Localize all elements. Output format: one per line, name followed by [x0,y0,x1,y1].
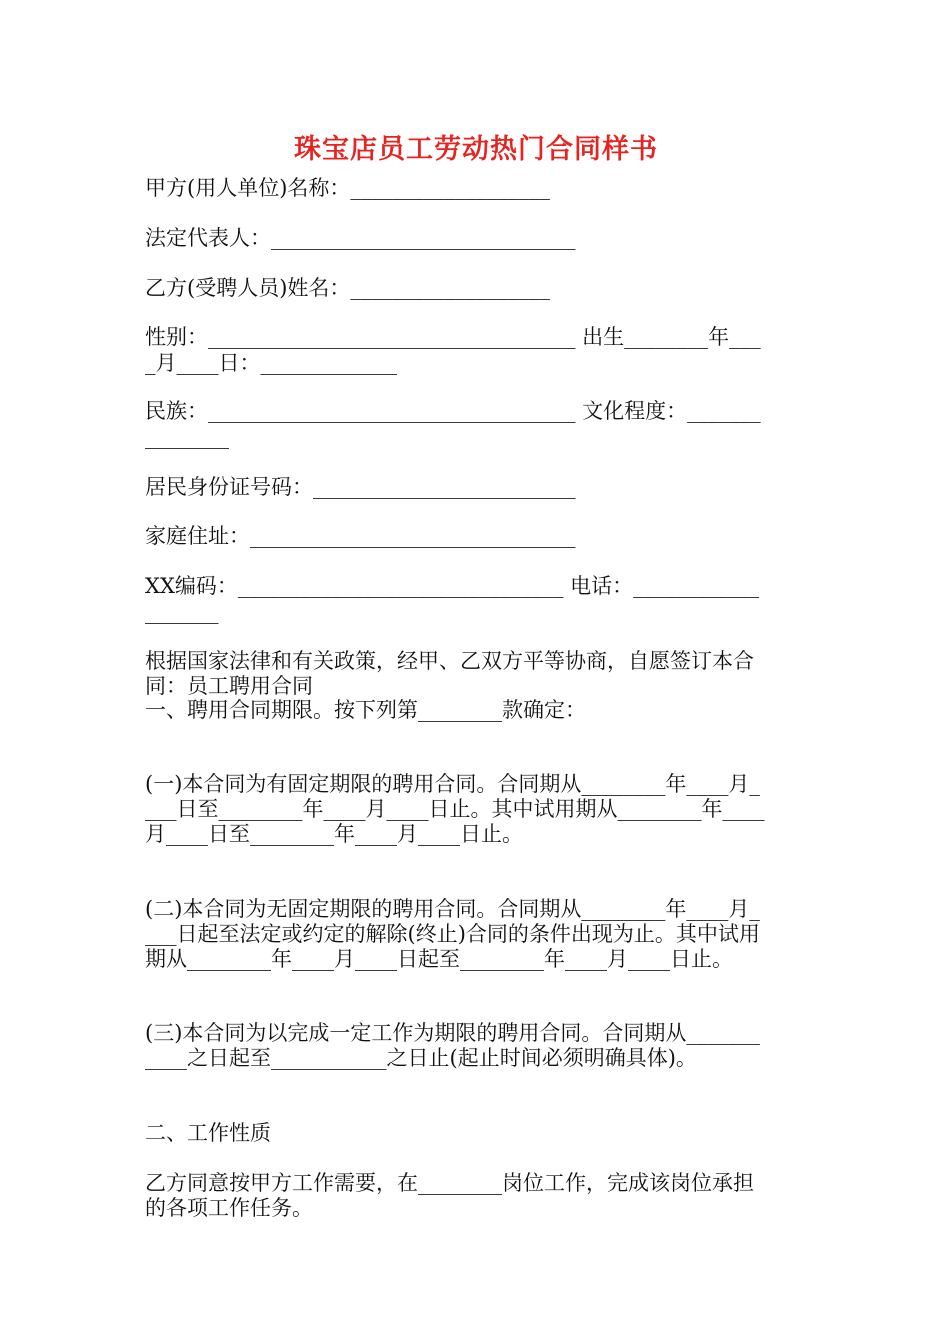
clause-1-line-3: 月____日至________年____月____日止。 [145,822,523,846]
section-1-heading: 一、聘用合同期限。按下列第________款确定： [145,698,586,722]
clause-1-line-1: (一)本合同为有固定期限的聘用合同。合同期从________年____月_ [145,772,760,796]
ethnicity-education-line-cont: ________ [145,425,229,449]
clause-2-line-1: (二)本合同为无固定期限的聘用合同。合同期从________年____月_ [145,897,760,921]
home-address-line: 家庭住址：_______________________________ [145,524,576,548]
postcode-phone-line-cont: _______ [145,600,219,624]
work-nature-line-1: 乙方同意按甲方工作需要，在________岗位工作，完成该岗位承担 [145,1171,754,1195]
clause-3-line-1: (三)本合同为以完成一定工作为期限的聘用合同。合同期从_______ [145,1021,760,1045]
party-b-name-line: 乙方(受聘人员)姓名：___________________ [145,276,550,300]
clause-1-line-2: ___日至________年____月____日止。其中试用期从________年____ [145,797,765,821]
gender-birth-line-cont: _月____日：_____________ [145,351,397,375]
gender-birth-line: 性别：___________________________________ 出生________年___ [145,325,761,349]
postcode-phone-line: XX编码：_______________________________ 电话：____________ [145,574,760,598]
ethnicity-education-line: 民族：___________________________________ 文化程度：_______ [145,399,761,423]
preamble-line-2: 同：员工聘用合同 [145,674,313,698]
id-number-line: 居民身份证号码：_________________________ [145,475,576,499]
document-page [145,0,807,1344]
preamble-line-1: 根据国家法律和有关政策，经甲、乙双方平等协商，自愿签订本合 [145,649,754,673]
clause-2-line-2: ___日起至法定或约定的解除(终止)合同的条件出现为止。其中试用 [145,922,760,946]
work-nature-line-2: 的各项工作任务。 [145,1196,313,1220]
legal-representative-line: 法定代表人：_____________________________ [145,226,576,250]
section-2-heading: 二、工作性质 [145,1121,271,1145]
clause-3-line-2: ____之日起至___________之日止(起止时间必须明确具体)。 [145,1046,697,1070]
clause-2-line-3: 期从________年____月____日起至________年____月____日止。 [145,947,733,971]
document-title: 珠宝店员工劳动热门合同样书 [294,134,658,165]
party-a-name-line: 甲方(用人单位)名称：___________________ [145,176,550,200]
